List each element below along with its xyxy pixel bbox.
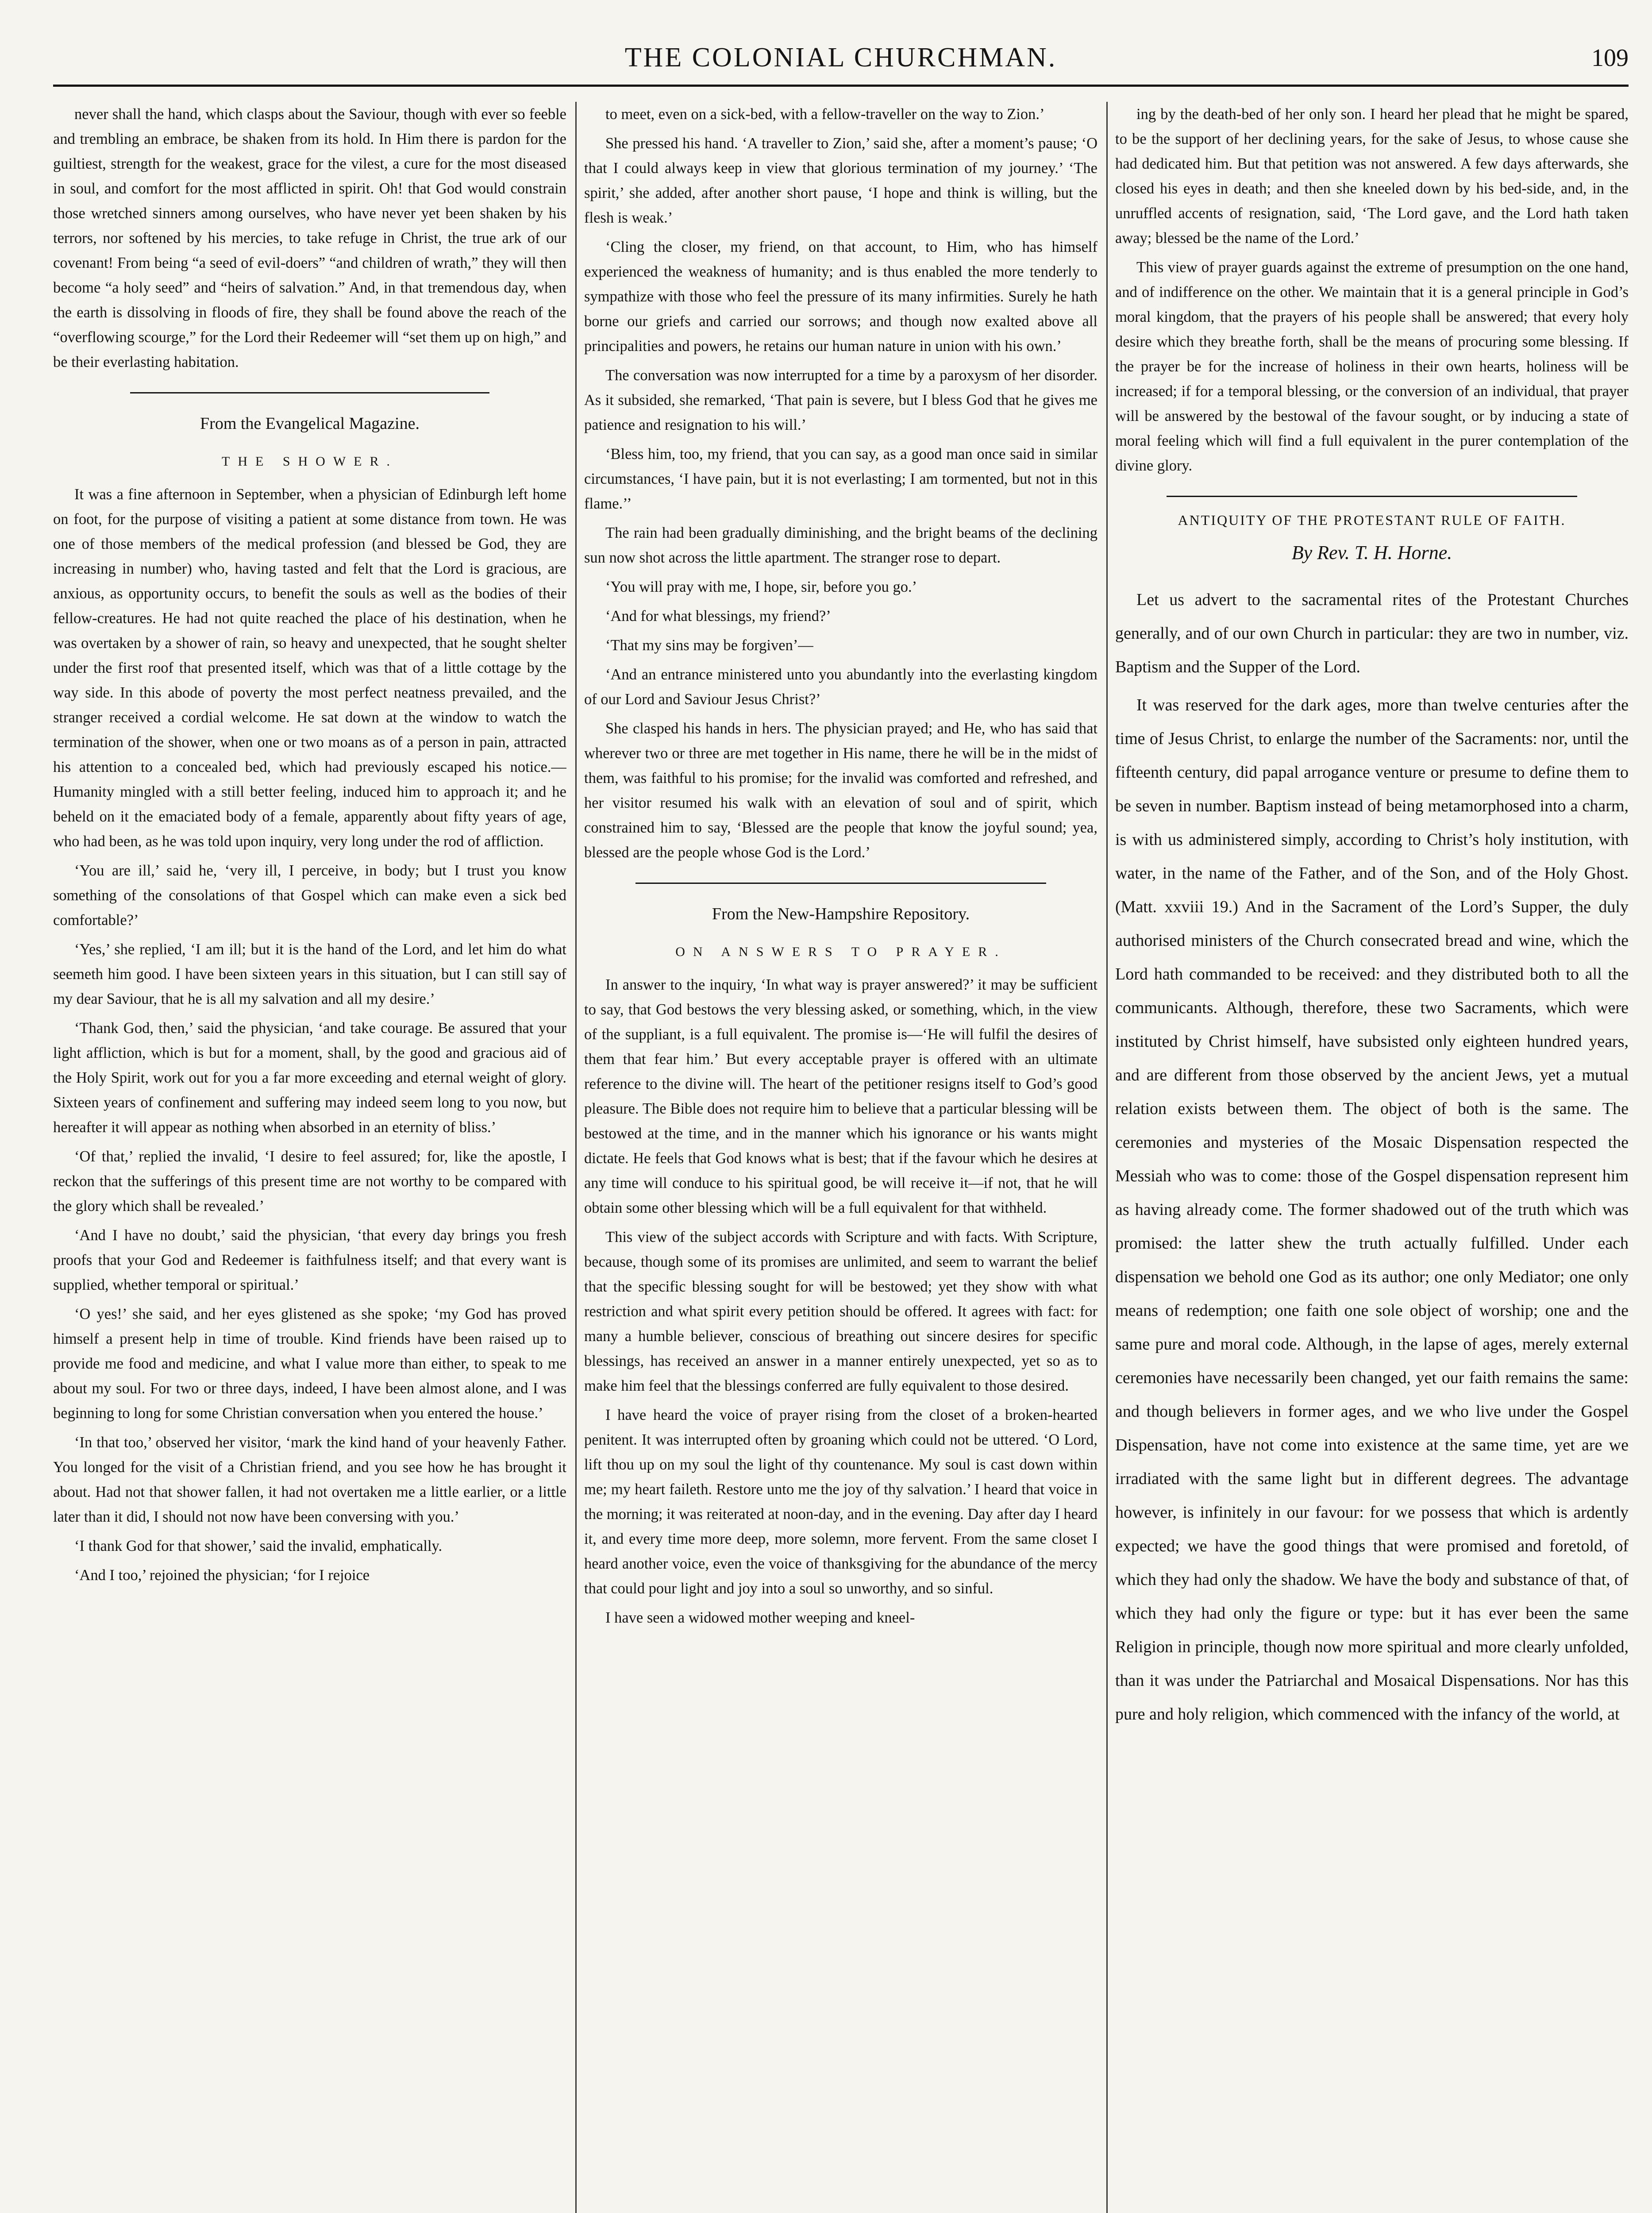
article-paragraph: ‘Yes,’ she replied, ‘I am ill; but it is the hand of the Lord, and let him do what seemeth him good. I have been sixteen years in this situation, but I can still say of my dear Saviour, that he is all my salvation and all my desire.’ [53, 941, 566, 1007]
article-paragraph: I have heard the voice of prayer rising from the closet of a broken-hearted penitent. It was interrupted often by groaning which could not be uttered. ‘O Lord, lift thou up on my soul the light of thy countenance. My soul is cast down within me; my heart faileth. Restore unto me the joy of thy salvation.’ I heard that voice in the morning; it was reiterated at noon-day, and in the evening. Day after day I heard it, and every time more deep, more solemn, more fervent. From the same closet I heard another voice, even the voice of thanksgiving for the abundance of the mercy that could pour light and joy into a soul so unworthy, and so sinful. [584, 1407, 1097, 1597]
section-rule [1167, 496, 1577, 497]
article-paragraph: ‘You are ill,’ said he, ‘very ill, I perceive, in body; but I trust you know something of the consolations of that Gospel which can make even a sick bed comfortable?’ [53, 862, 566, 929]
article-paragraph: to meet, even on a sick-bed, with a fellow-traveller on the way to Zion.’ [605, 106, 1045, 123]
column-left [53, 102, 566, 2213]
column-middle [584, 102, 1097, 2213]
article-paragraph: ‘O yes!’ she said, and her eyes glistened as she spoke; ‘my God has proved himself a present help in time of trouble. Kind friends have been raised up to provide me food and medicine, and what I value more than either, to speak to me about my soul. For two or three days, indeed, I have been almost alone, and I was beginning to long for some Christian conversation when you entered the house.’ [53, 1306, 566, 1422]
article-body [53, 482, 566, 1588]
article-paragraph: ‘I thank God for that shower,’ said the invalid, emphatically. [74, 1538, 443, 1554]
article-paragraph: ‘And I too,’ rejoined the physician; ‘for I rejoice [74, 1567, 370, 1584]
header-rule [53, 85, 1629, 87]
columns [53, 102, 1629, 2213]
article-paragraph: ‘Thank God, then,’ said the physician, ‘and take courage. Be assured that your light affliction, which is but for a moment, shall, by the good and gracious aid of the Holy Spirit, work out for you a far more exceeding and eternal weight of glory. Sixteen years of confinement and suffering may indeed seem long to you now, but hereafter it will appear as nothing when absorbed in an eternity of bliss.’ [53, 1020, 566, 1136]
article-paragraph: ‘That my sins may be forgiven’— [605, 637, 813, 654]
article-source: From the New-Hampshire Repository. [712, 905, 970, 923]
article-paragraph: ‘And I have no doubt,’ said the physician, ‘that every day brings you fresh proofs that your God and Redeemer is faithfulness itself; and that every want is supplied, whether temporal or spiritual.’ [53, 1227, 566, 1293]
article-title: ON ANSWERS TO PRAYER. [675, 945, 1006, 959]
article-paragraph: It was a fine afternoon in September, when a physician of Edinburgh left home on foot, for the purpose of visiting a patient at some distance from town. He was one of those members of the medical profession (and blessed be God, they are increasing in number) who, having tasted and felt that the Lord is gracious, are anxious, as opportunity occurs, to benefit the souls as well as the bodies of their fellow-creatures. He had not quite reached the place of his destination, when he was overtaken by a shower of rain, so heavy and unexpected, that he sought shelter under the first roof that presented itself, which was that of a little cottage by the way side. In this abode of poverty the most perfect neatness prevailed, and the stranger received a cordial welcome. He sat down at the window to watch the termination of the shower, when one or two moans as of a person in pain, attracted his attention to a concealed bed, which had previously escaped his notice.—Humanity mingled with a still better feeling, induced him to approach it; and he beheld on it the emaciated body of a female, apparently about fifty years of age, who had been, as he was told upon inquiry, very long under the rod of affliction. [53, 486, 566, 850]
article-paragraph: In answer to the inquiry, ‘In what way is prayer answered?’ it may be sufficient to say, that God bestows the very blessing asked, or something, which, in the view of the suppliant, is a full equivalent. The promise is—‘He will fulfil the desires of them that fear him.’ But every acceptable prayer is offered with an ultimate reference to the divine will. The heart of the petitioner resigns itself to God’s good pleasure. The Bible does not require him to believe that a particular blessing will be bestowed at the time, and in the manner which his ignorance or his wants might dictate. He feels that God knows what is best; that if the favour which he desires at any time will conduce to his spiritual good, be will receive it—if not, that he will obtain some other blessing which will be a full equivalent for that withheld. [584, 976, 1097, 1216]
article-paragraph: ‘Bless him, too, my friend, that you can say, as a good man once said in similar circumstances, ‘I have pain, but it is not everlasting; I am tormented, but not in this flame.’’ [584, 446, 1097, 512]
article-body [584, 972, 1097, 1630]
article-body [1115, 102, 1629, 478]
column-rule [1106, 102, 1108, 2213]
section-rule [130, 392, 489, 393]
article-paragraph: This view of prayer guards against the extreme of presumption on the one hand, and of indifference on the other. We maintain that it is a general principle in God’s moral kingdom, that the prayers of his people shall be answered; that every holy desire which they breathe forth, shall be the means of procuring some blessing. If the prayer be for the increase of holiness in their own hearts, holiness will be increased; if for a temporal blessing, or the conversion of an individual, that prayer will be answered by the bestowal of the favour sought, or by inducing a state of moral feeling which will find a full equivalent in the purer contemplation of the divine glory. [1115, 259, 1629, 474]
section-rule [635, 883, 1046, 884]
column-right [1115, 102, 1629, 2213]
article-paragraph: She pressed his hand. ‘A traveller to Zion,’ said she, after a moment’s pause; ‘O that I could always keep in view that glorious termination of my journey.’ ‘The spirit,’ she added, after another short pause, ‘I hope and think is willing, but the flesh is weak.’ [584, 135, 1097, 226]
article-byline: By Rev. T. H. Horne. [1291, 542, 1452, 563]
article-paragraph: This view of the subject accords with Scripture and with facts. With Scripture, because, though some of its promises are unlimited, and seem to warrant the belief that the specific blessing sought for will be bestowed; yet they show with what restriction and what spirit every petition should be offered. It agrees with fact: for many a humble believer, conscious of breathing out sincere desires for specific blessings, has received an answer in a manner entirely unexpected, yet so as to make him feel that the blessings conferred are fully equivalent to those desired. [584, 1229, 1097, 1394]
article-paragraph: ‘And for what blessings, my friend?’ [605, 608, 831, 625]
article-paragraph: ‘Of that,’ replied the invalid, ‘I desire to feel assured; for, like the apostle, I reckon that the sufferings of this present time are not worthy to be compared with the glory which shall be revealed.’ [53, 1148, 566, 1214]
article-body [1115, 583, 1629, 1731]
column-rule [575, 102, 577, 2213]
article-paragraph: ‘In that too,’ observed her visitor, ‘mark the kind hand of your heavenly Father. You longed for the visit of a Christian friend, and you see how he has brought it about. Had not that shower fallen, it had not overtaken me a little earlier, or a little later than it did, I should not now have been conversing with you.’ [53, 1434, 566, 1525]
page-number: 109 [1591, 44, 1629, 72]
article-title: THE SHOWER. [222, 454, 398, 469]
article-paragraph: Let us advert to the sacramental rites of the Protestant Churches generally, and of our own Church in particular: they are two in number, viz. Baptism and the Supper of the Lord. [1115, 590, 1629, 676]
article-paragraph: ‘And an entrance ministered unto you abundantly into the everlasting kingdom of our Lord and Saviour Jesus Christ?’ [584, 666, 1097, 708]
article-paragraph: ‘You will pray with me, I hope, sir, before you go.’ [605, 578, 917, 595]
article-paragraph: The conversation was now interrupted for a time by a paroxysm of her disorder. As it subsided, she remarked, ‘That pain is severe, but I bless God that he gives me patience and resignation to his will.’ [584, 367, 1097, 433]
article-source: From the Evangelical Magazine. [200, 414, 420, 433]
article-paragraph: It was reserved for the dark ages, more than twelve centuries after the time of Jesus Christ, to enlarge the number of the Sacraments: nor, until the fifteenth century, did papal arrogance venture or presume to define them to be seven in number. Baptism instead of being metamorphosed into a charm, is with us administered simply, according to Christ’s holy institution, with water, in the name of the Father, and of the Son, and of the Holy Ghost. (Matt. xxviii 19.) And in the Sacrament of the Lord’s Supper, the duly authorised ministers of the Church consecrated bread and wine, which the Lord hath commanded to be received: and they distributed both to all the communicants. Although, therefore, these two Sacraments, which were instituted by Christ himself, have subsisted only eighteen hundred years, and are different from those observed by the ancient Jews, yet a mutual relation exists between them. The object of both is the same. The ceremonies and mysteries of the Mosaic Dispensation respected the Messiah who was to come: those of the Gospel dispensation represent him as having already come. The former shadowed out of the truth which was promised: the latter shew the truth actually fulfilled. Under each dispensation we behold one God as its author; one only Mediator; one only means of redemption; one faith one sole object of worship; one and the same pure and moral code. Although, in the lapse of ages, merely external ceremonies have necessarily been changed, yet our faith remains the same: and though believers in former ages, and we who live under the Gospel Dispensation, have not come into existence at the same time, yet are we irradiated with the same light but in different degrees. The advantage however, is infinitely in our favour: for we possess that which is ardently expected; we have the good things that were promised and foretold, of which they had only the shadow. We have the body and substance of that, of which they had only the figure or type: but it has ever been the same Religion in principle, though now more spiritual and more clearly unfolded, than it was under the Patriarchal and Mosaical Dispensations. Nor has this pure and holy religion, which commenced with the infancy of the world, at [1115, 696, 1629, 1723]
article-paragraph: ing by the death-bed of her only son. I heard her plead that he might be spared, to be the support of her declining years, for the sake of Jesus, to whose cause she had dedicated him. But that petition was not answered. A few days afterwards, she closed his eyes in death; and then she kneeled down by his bed-side, and, in the unruffled accents of resignation, said, ‘The Lord gave, and the Lord hath taken away; blessed be the name of the Lord.’ [1115, 106, 1629, 247]
article-paragraph: ‘Cling the closer, my friend, on that account, to Him, who has himself experienced the weakness of humanity; and is thus enabled the more tenderly to sympathize with those who feel the pressure of its many infirmities. Surely he hath borne our griefs and carried our sorrows; and though now exalted above all principalities and powers, he retains our human nature in union with his own.’ [584, 239, 1097, 355]
article-paragraph: The rain had been gradually diminishing, and the bright beams of the declining sun now shot across the little apartment. The stranger rose to depart. [584, 524, 1097, 566]
article-paragraph: I have seen a widowed mother weeping and kneel- [605, 1609, 915, 1626]
page-header [53, 42, 1629, 91]
continued-paragraph: never shall the hand, which clasps about the Saviour, though with ever so feeble and trembling an embrace, be shaken from its hold. In Him there is pardon for the guiltiest, strength for the weakest, grace for the vilest, a cure for the most diseased in soul, and comfort for the most afflicted in spirit. Oh! that God would constrain those wretched sinners among ourselves, who have never yet been shaken by his terrors, nor softened by his mercies, to take refuge in Christ, the true ark of our covenant! From being “a seed of evil-doers” “and children of wrath,” they will then become “a holy seed” and “heirs of salvation.” And, in that tremendous day, when the earth is dissolving in floods of fire, they shall be found above the reach of the “overflowing scourge,” for the Lord their Redeemer will “set them up on high,” and be their everlasting habitation. [53, 106, 566, 370]
article-paragraph: She clasped his hands in hers. The physician prayed; and He, who has said that wherever two or three are met together in His name, there he will be in the midst of them, was faithful to his promise; for the invalid was comforted and refreshed, and her visitor resumed his walk with an elevation of soul and of spirit, which constrained him to say, ‘Blessed are the people that know the joyful sound; yea, blessed are the people whose God is the Lord.’ [584, 720, 1097, 861]
article-body [584, 102, 1097, 865]
running-title: THE COLONIAL CHURCHMAN. [624, 42, 1057, 73]
article-title: ANTIQUITY OF THE PROTESTANT RULE OF FAITH. [1178, 512, 1566, 528]
